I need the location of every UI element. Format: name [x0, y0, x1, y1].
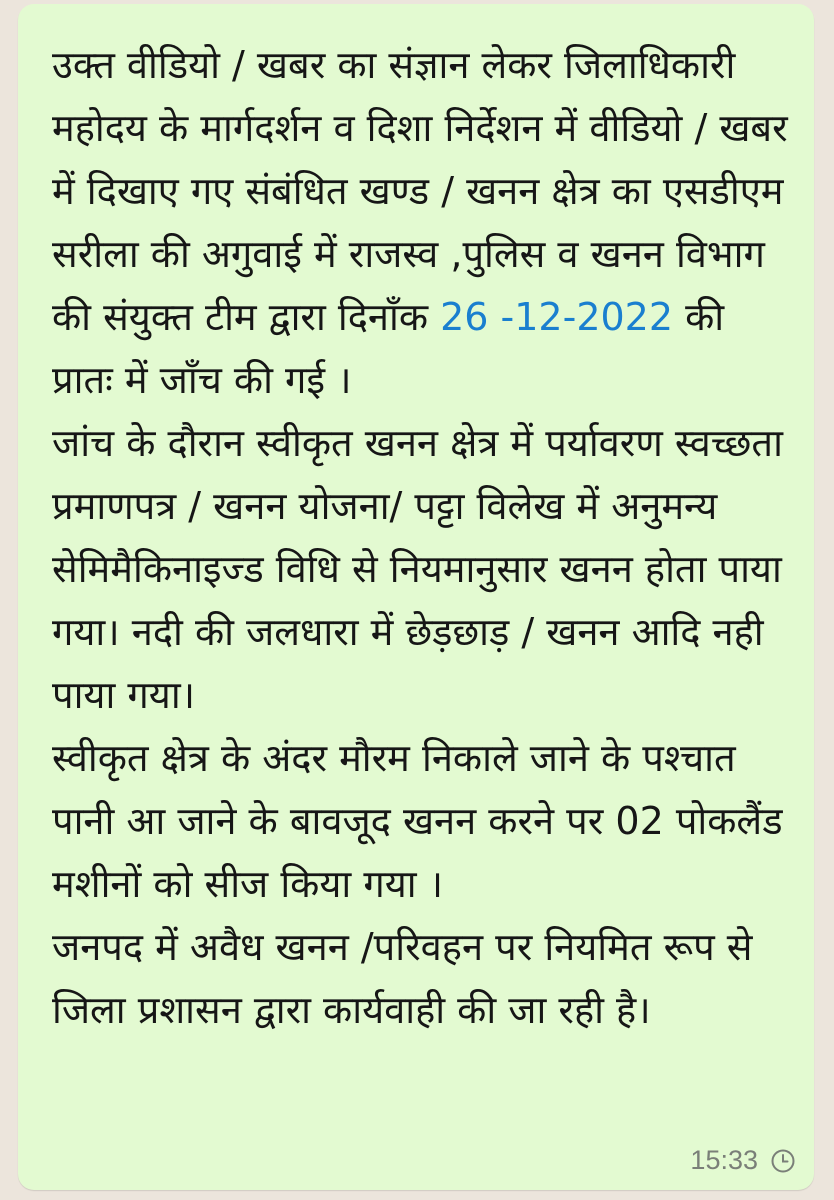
message-bubble[interactable] [18, 4, 814, 1190]
message-meta [690, 1145, 796, 1176]
message-text-part2: की प्रातः में जाँच की गई । जांच के दौरान स्वीकृत खनन क्षेत्र में पर्यावरण स्वच्छता प्रमाणपत्र / खनन योजना/ पट्टा विलेख में अनुमन्य सेमिमैकिनाइज्ड विधि से नियमानुसार खनन होता पाया गया। नदी की जलधारा में छेड़छाड़ / खनन आदि नही पाया गया। स्वीकृत क्षेत्र के अंदर मौरम निकाले जाने के पश्चात पानी आ जाने के बावजूद खनन करने पर 02 पोकलैंड मशीनों को सीज किया गया । जनपद में अवैध खनन /परिवहन पर नियमित रूप से जिला प्रशासन द्वारा कार्यवाही की जा रही है। [52, 295, 783, 1032]
message-text [52, 34, 790, 1042]
clock-icon [770, 1148, 796, 1174]
message-text-part1: उक्त वीडियो / खबर का संज्ञान लेकर जिलाधिकारी महोदय के मार्गदर्शन व दिशा निर्देशन में वीडियो / खबर में दिखाए गए संबंधित खण्ड / खनन क्षेत्र का एसडीएम सरीला की अगुवाई में राजस्व ,पुलिस व खनन विभाग की संयुक्त टीम द्वारा दिनाँक [52, 43, 788, 339]
date-link[interactable]: 26 -12-2022 [440, 295, 674, 339]
message-time: 15:33 [690, 1145, 758, 1175]
